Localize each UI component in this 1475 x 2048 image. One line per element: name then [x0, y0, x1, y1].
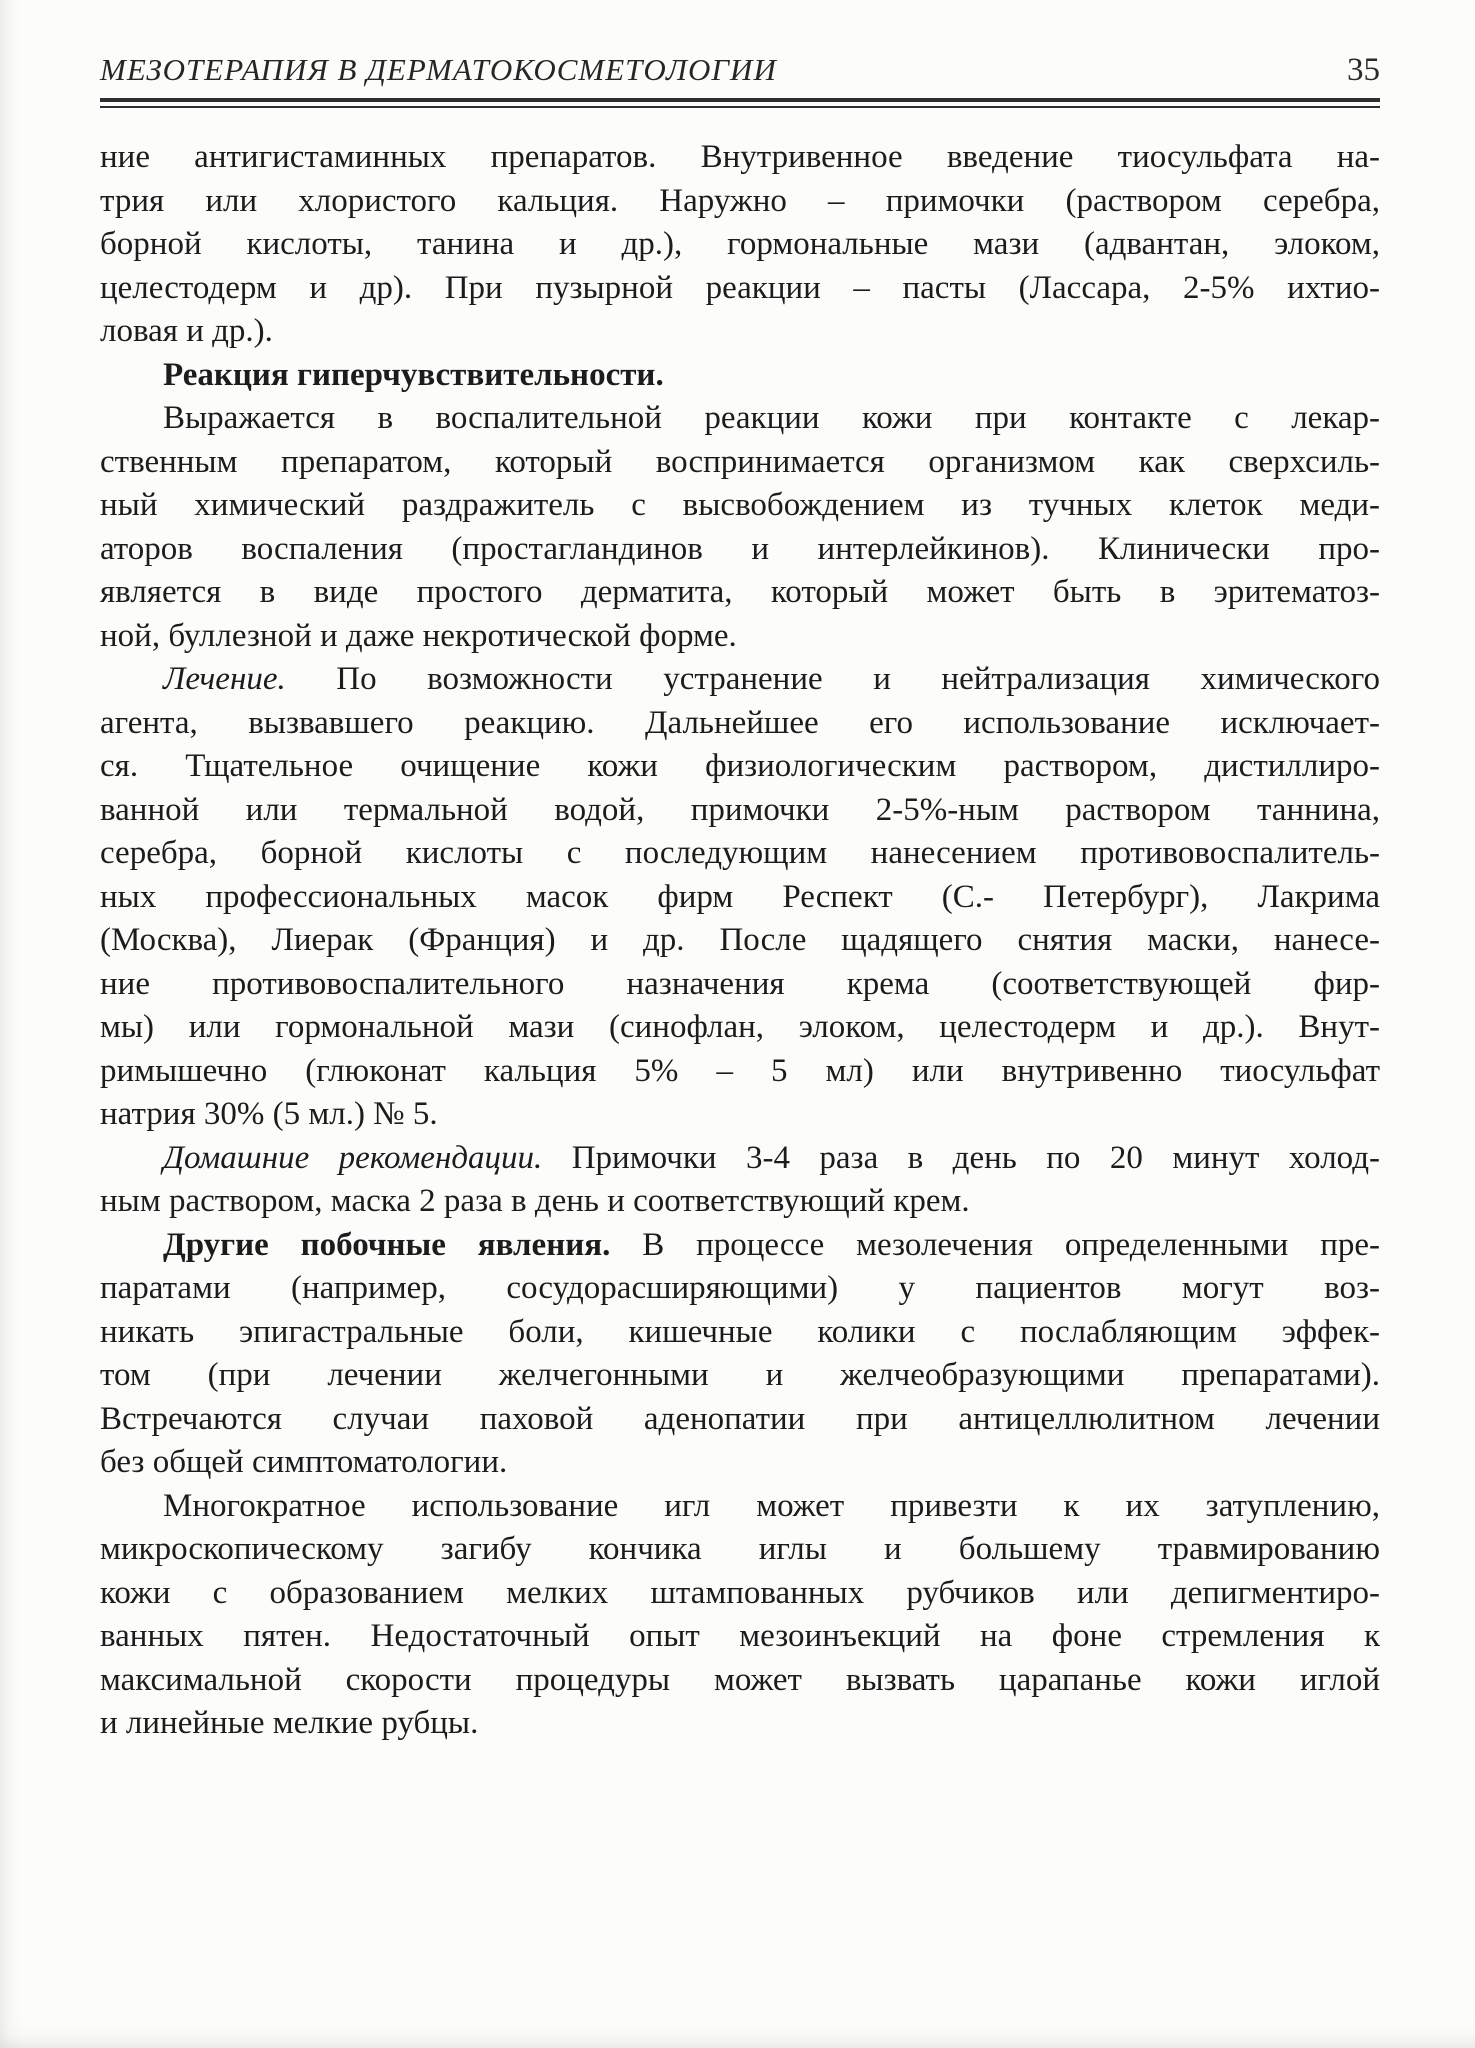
- text-line: [100, 1485, 1380, 1529]
- text-segment: Примочки 3-4 раза в день по 20 минут холод-: [542, 1139, 1380, 1176]
- text-line: [100, 1137, 1380, 1181]
- text-segment: является в виде простого дерматита, который может быть в эритематоз-: [100, 574, 1380, 610]
- text-segment: агента, вызвавшего реакцию. Дальнейшее его использование исключает-: [100, 704, 1380, 741]
- text-line: [100, 615, 1380, 659]
- paragraph: [100, 136, 1380, 354]
- text-line: [100, 658, 1380, 702]
- text-segment: ловая и др.).: [100, 313, 273, 349]
- text-segment: целестодерм и др). При пузырной реакции – пасты (Лассара, 2-5% ихтио-: [100, 269, 1380, 306]
- text-segment: том (при лечении желчегонными и желчеобразующими препаратами).: [100, 1357, 1380, 1393]
- text-segment: серебра, борной кислоты с последующим нанесением противовоспалитель-: [100, 835, 1380, 871]
- text-segment: паратами (например, сосудорасширяющими) у пациентов могут воз-: [100, 1270, 1380, 1306]
- text-segment: ный химический раздражитель с высвобождением из тучных клеток меди-: [100, 487, 1380, 523]
- paragraph: [100, 397, 1380, 658]
- text-segment: ние антигистаминных препаратов. Внутривенное введение тиосульфата на-: [100, 139, 1380, 175]
- paragraph: [100, 354, 1380, 398]
- text-line: [100, 876, 1380, 920]
- text-segment: аторов воспаления (простагландинов и интерлейкинов). Клинически про-: [100, 530, 1380, 567]
- text-line: [100, 1572, 1380, 1616]
- text-segment: максимальной скорости процедуры может вызвать царапанье кожи иглой: [100, 1661, 1380, 1698]
- text-line: [100, 1659, 1380, 1703]
- text-line: [100, 1615, 1380, 1659]
- page-body: [100, 136, 1380, 1746]
- text-segment: Выражается в воспалительной реакции кожи при контакте с лекар-: [163, 400, 1380, 436]
- paragraph: [100, 658, 1380, 1137]
- text-segment: ственным препаратом, который воспринимается организмом как сверхсиль-: [100, 443, 1380, 480]
- text-line: [100, 354, 1380, 398]
- text-segment: Реакция гиперчувствительности.: [163, 356, 664, 393]
- text-segment: трия или хлористого кальция. Наружно – примочки (раствором серебра,: [100, 182, 1380, 219]
- text-segment: ной, буллезной и даже некротической форме.: [100, 617, 737, 654]
- text-line: [100, 789, 1380, 833]
- text-segment: (Москва), Лиерак (Франция) и др. После щадящего снятия маски, нанесе-: [100, 922, 1380, 958]
- text-line: [100, 1311, 1380, 1355]
- text-segment: Другие побочные явления.: [163, 1226, 611, 1263]
- text-segment: Домашние рекомендации.: [163, 1139, 543, 1176]
- text-line: [100, 1354, 1380, 1398]
- text-segment: без общей симптоматологии.: [100, 1444, 508, 1480]
- text-segment: Встречаются случаи паховой аденопатии при антицеллюлитном лечении: [100, 1400, 1380, 1437]
- text-line: [100, 1006, 1380, 1050]
- running-header-title: МЕЗОТЕРАПИЯ В ДЕРМАТОКОСМЕТОЛОГИИ: [100, 52, 777, 87]
- text-segment: кожи с образованием мелких штампованных рубчиков или депигментиро-: [100, 1574, 1380, 1611]
- text-line: [100, 1267, 1380, 1311]
- text-line: [100, 1093, 1380, 1137]
- text-segment: мы) или гормональной мази (синофлан, элоком, целестодерм и др.). Внут-: [100, 1009, 1380, 1045]
- paragraph: [100, 1137, 1380, 1224]
- text-segment: и линейные мелкие рубцы.: [100, 1705, 479, 1741]
- text-line: [100, 832, 1380, 876]
- text-segment: ванных пятен. Недостаточный опыт мезоинъекций на фоне стремления к: [100, 1618, 1380, 1654]
- text-line: [100, 1050, 1380, 1094]
- text-line: [100, 397, 1380, 441]
- text-line: [100, 1224, 1380, 1268]
- text-line: [100, 1702, 1380, 1746]
- text-segment: В процессе мезолечения определенными пре-: [610, 1226, 1380, 1263]
- text-line: [100, 267, 1380, 311]
- text-segment: ных профессиональных масок фирм Респект (С.- Петербург), Лакрима: [100, 878, 1380, 915]
- text-segment: борной кислоты, танина и др.), гормональные мази (адвантан, элоком,: [100, 226, 1380, 262]
- text-line: [100, 571, 1380, 615]
- page-header: [100, 52, 1380, 89]
- header-rule: [100, 98, 1380, 108]
- text-segment: ным раствором, маска 2 раза в день и соответствующий крем.: [100, 1183, 970, 1219]
- text-line: [100, 1398, 1380, 1442]
- text-line: [100, 180, 1380, 224]
- text-segment: ние противовоспалительного назначения крема (соответствующей фир-: [100, 965, 1380, 1002]
- text-segment: римышечно (глюконат кальция 5% – 5 мл) или внутривенно тиосульфат: [100, 1052, 1380, 1089]
- text-line: [100, 1180, 1380, 1224]
- text-line: [100, 1441, 1380, 1485]
- text-segment: ся. Тщательное очищение кожи физиологическим раствором, дистиллиро-: [100, 748, 1380, 784]
- text-segment: натрия 30% (5 мл.) № 5.: [100, 1096, 438, 1132]
- paragraph: [100, 1485, 1380, 1746]
- text-line: [100, 745, 1380, 789]
- text-line: [100, 136, 1380, 180]
- text-segment: никать эпигастральные боли, кишечные колики с послабляющим эффек-: [100, 1313, 1380, 1350]
- text-line: [100, 310, 1380, 354]
- text-segment: Многократное использование игл может привезти к их затуплению,: [163, 1487, 1380, 1524]
- page-number: 35: [1347, 52, 1380, 88]
- text-line: [100, 528, 1380, 572]
- text-line: [100, 919, 1380, 963]
- paragraph: [100, 1224, 1380, 1485]
- text-segment: По возможности устранение и нейтрализация химического: [285, 661, 1380, 697]
- text-line: [100, 1528, 1380, 1572]
- text-line: [100, 702, 1380, 746]
- text-line: [100, 441, 1380, 485]
- text-segment: микроскопическому загибу кончика иглы и большему травмированию: [100, 1531, 1380, 1567]
- text-line: [100, 223, 1380, 267]
- text-segment: Лечение.: [163, 661, 286, 697]
- text-line: [100, 484, 1380, 528]
- text-segment: ванной или термальной водой, примочки 2-5%-ным раствором таннина,: [100, 791, 1380, 828]
- text-line: [100, 963, 1380, 1007]
